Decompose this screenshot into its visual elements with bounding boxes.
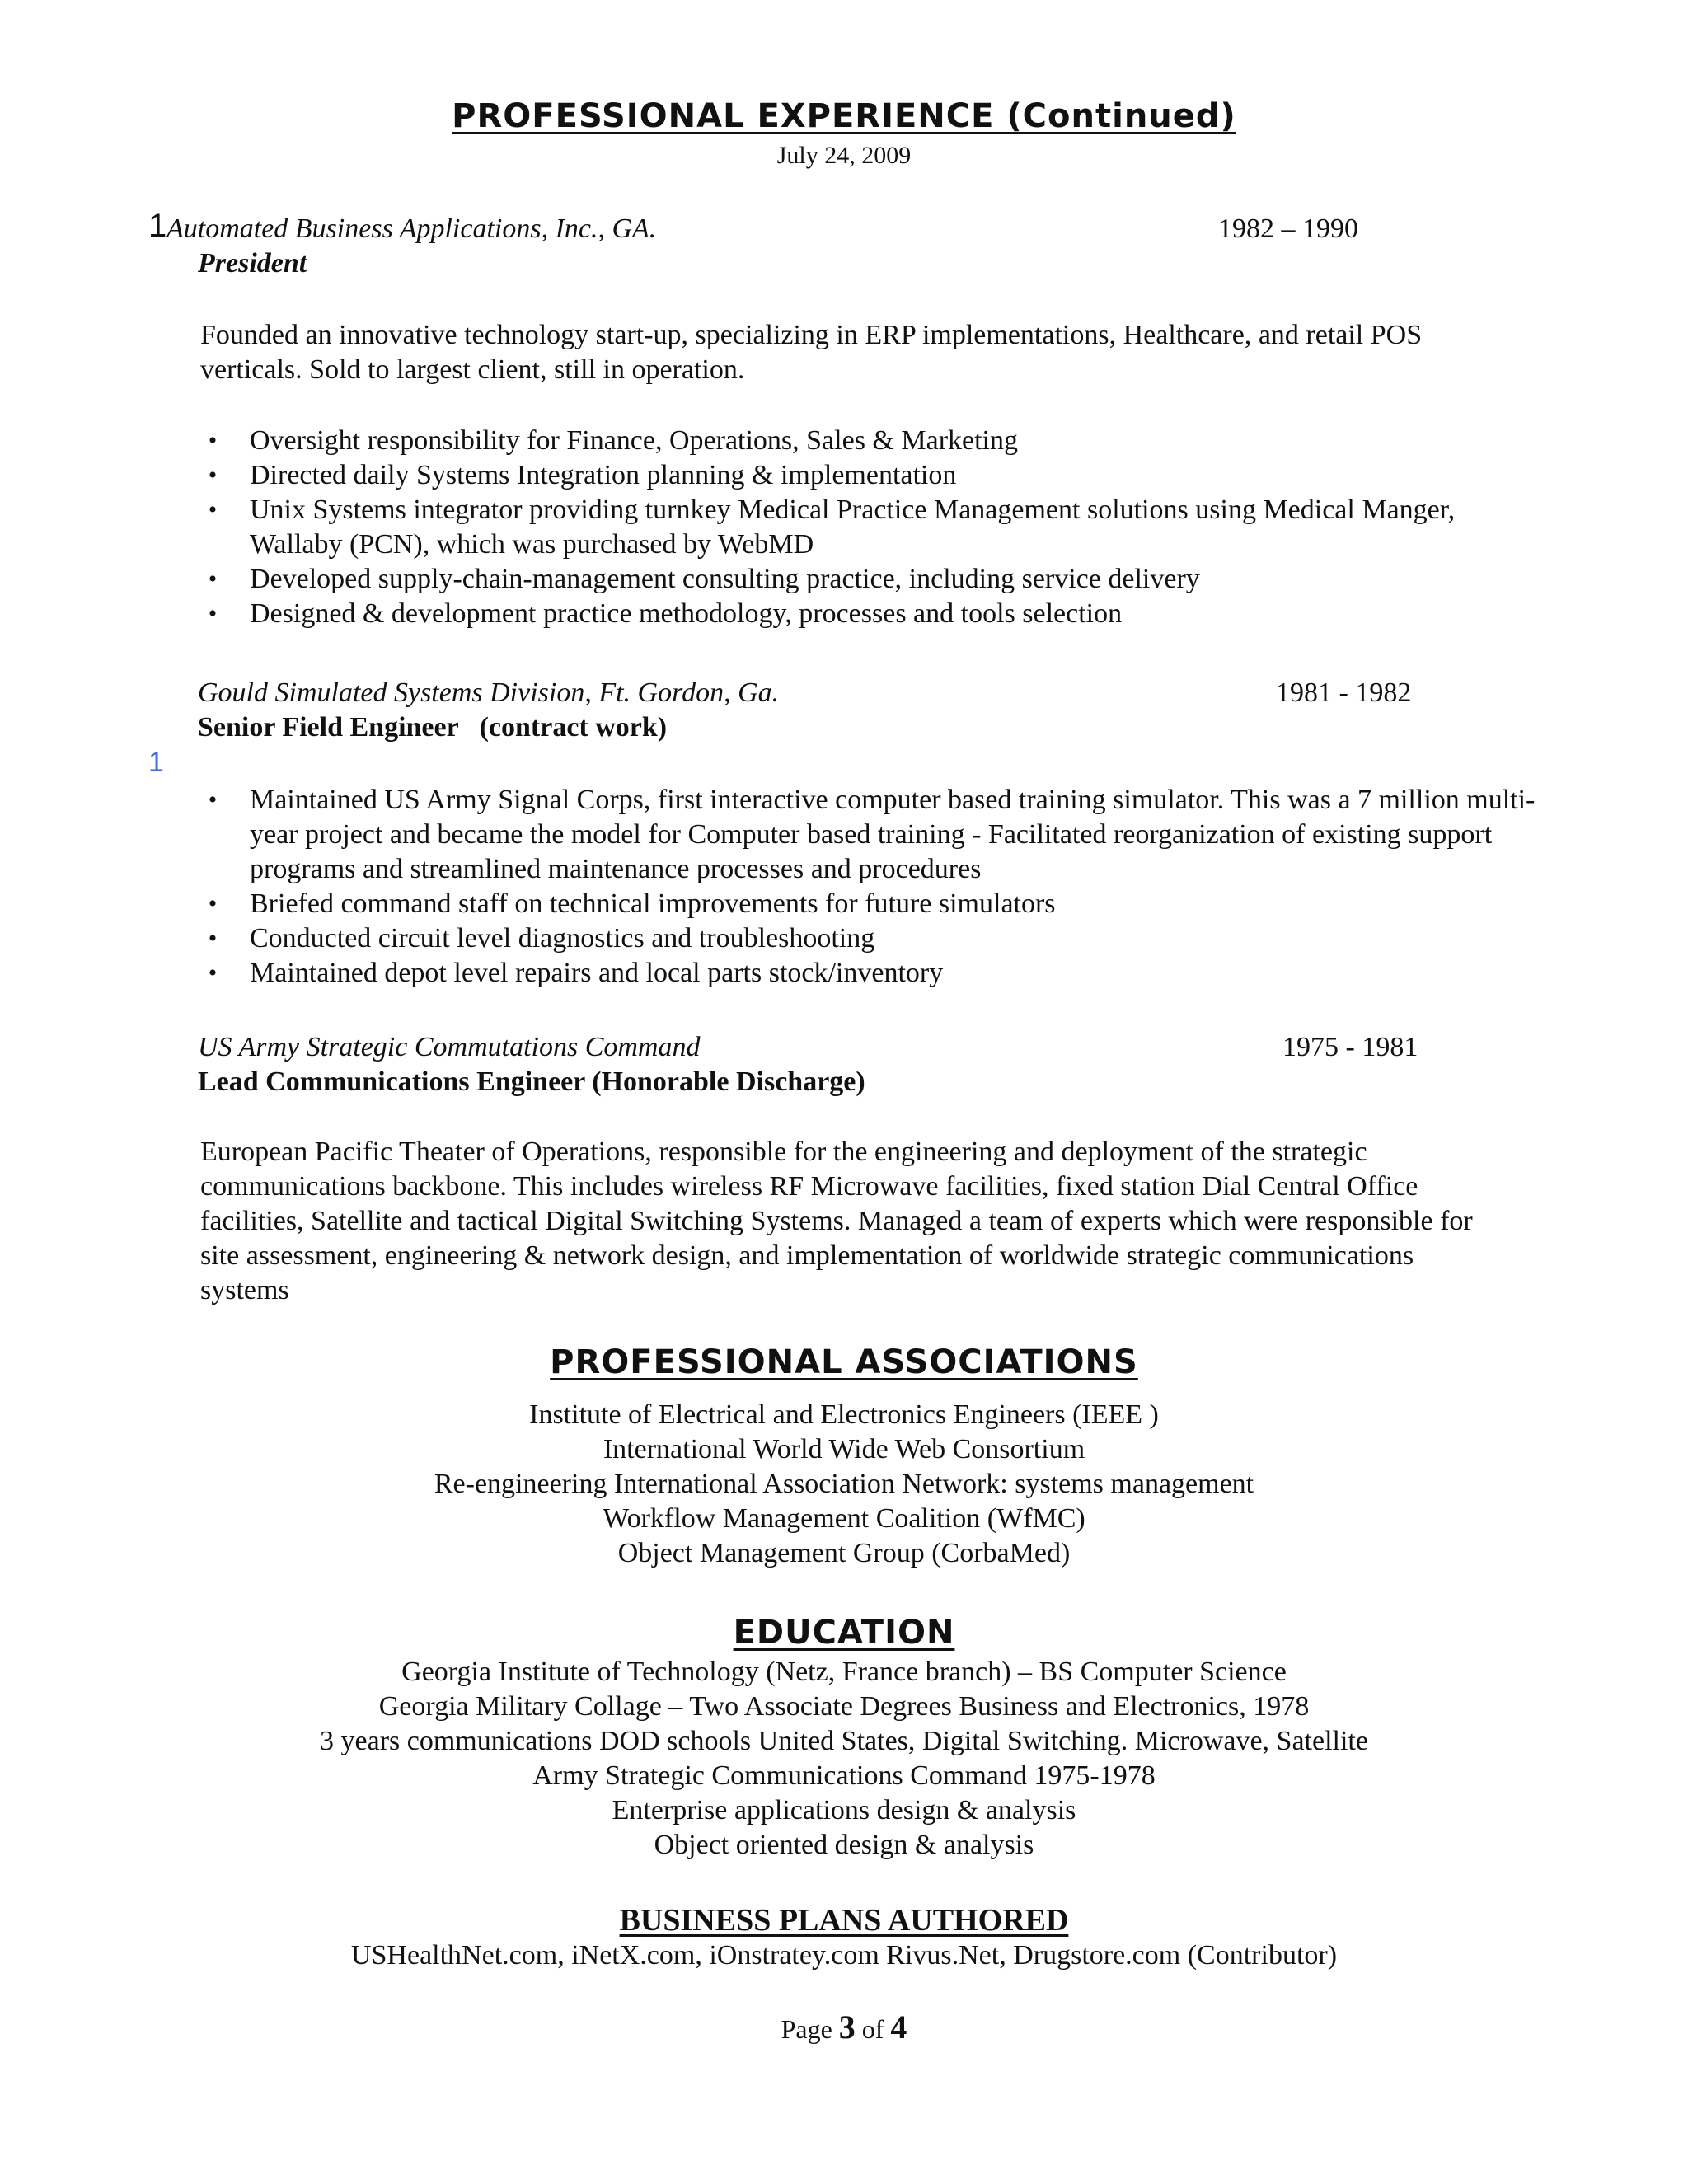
list-item: 3 years communications DOD schools United States, Digital Switching. Microwave, Satellite xyxy=(320,1726,1368,1756)
job-1-marker: 1 xyxy=(148,208,167,244)
document-date: July 24, 2009 xyxy=(776,142,912,169)
bullet-icon: • xyxy=(208,925,218,952)
job-1-role: President xyxy=(198,248,307,279)
list-item: • Directed daily Systems Integration planning & implementation xyxy=(200,458,1536,493)
section-title-associations: PROFESSIONAL ASSOCIATIONS xyxy=(550,1343,1138,1381)
job-3-summary: European Pacific Theater of Operations, responsible for the engineering and deployment of the strategic communications backbone. This includes wireless RF Microwave facilities, fixed station Dial Central Office facilities, Satellite and tactical Digital Switching Systems. Managed a team of experts which were responsible for site assessment, engineering & network design, and implementation of worldwide strategic communications systems xyxy=(200,1137,1473,1305)
list-item: Re-engineering International Association Network: systems management xyxy=(434,1469,1254,1499)
bullet-icon: • xyxy=(208,496,218,523)
bullet-icon: • xyxy=(208,890,218,917)
list-item: Object oriented design & analysis xyxy=(654,1830,1034,1860)
list-item: Georgia Military Collage – Two Associate Degrees Business and Electronics, 1978 xyxy=(378,1691,1310,1722)
list-item: • Developed supply-chain-management consulting practice, including service delivery xyxy=(200,562,1536,597)
job-1-summary: Founded an innovative technology start-up, specializing in ERP implementations, Healthcare, and retail POS verticals. Sold to largest client, still in operation. xyxy=(200,320,1423,385)
bullet-icon: • xyxy=(208,427,218,454)
job-2-marker: 1 xyxy=(148,747,164,778)
associations-list xyxy=(0,1398,1688,1571)
job-2-role: Senior Field Engineer (contract work) xyxy=(198,712,668,743)
list-item: • Maintained US Army Signal Corps, first interactive computer based training simulator. This was a 7 million multi-year project and became the model for Computer based training - Facilitated reorganization of existing support programs and streamlined maintenance processes and procedures xyxy=(200,783,1536,887)
section-title-education: EDUCATION xyxy=(733,1614,955,1652)
section-title-business-plans: BUSINESS PLANS AUTHORED xyxy=(619,1903,1069,1938)
job-2-company: Gould Simulated Systems Division, Ft. Gordon, Ga. xyxy=(198,677,780,708)
education-list xyxy=(0,1655,1688,1863)
list-item: • Designed & development practice methodology, processes and tools selection xyxy=(200,597,1536,631)
business-plans-text: USHealthNet.com, iNetX.com, iOnstratey.com Rivus.Net, Drugstore.com (Contributor) xyxy=(350,1940,1338,1971)
list-item: • Maintained depot level repairs and local parts stock/inventory xyxy=(200,956,1536,991)
job-3-company: US Army Strategic Commutations Command xyxy=(198,1032,701,1062)
job-2-dates: 1981 - 1982 xyxy=(1276,677,1412,708)
list-item: Workflow Management Coalition (WfMC) xyxy=(603,1503,1085,1534)
page-number: Page 3 of 4 xyxy=(781,2008,907,2046)
section-title-experience: PROFESSIONAL EXPERIENCE (Continued) xyxy=(452,97,1236,135)
list-item: Institute of Electrical and Electronics Engineers (IEEE ) xyxy=(529,1399,1159,1430)
bullet-icon: • xyxy=(208,786,218,813)
bullet-icon: • xyxy=(208,462,218,489)
list-item: • Briefed command staff on technical improvements for future simulators xyxy=(200,887,1536,921)
job-3-role: Lead Communications Engineer (Honorable Discharge) xyxy=(198,1066,865,1097)
bullet-icon: • xyxy=(208,565,218,593)
job-3-dates: 1975 - 1981 xyxy=(1282,1032,1418,1062)
job-2-bullets xyxy=(200,783,1536,991)
job-1-company: Automated Business Applications, Inc., GA. xyxy=(166,213,657,244)
list-item: Enterprise applications design & analysis xyxy=(612,1795,1076,1825)
list-item: Object Management Group (CorbaMed) xyxy=(617,1538,1071,1568)
job-1-bullets xyxy=(200,424,1536,631)
list-item: Georgia Institute of Technology (Netz, France branch) – BS Computer Science xyxy=(401,1657,1287,1687)
list-item: • Unix Systems integrator providing turnkey Medical Practice Management solutions using Medical Manger, Wallaby (PCN), which was purchased by WebMD xyxy=(200,493,1536,562)
bullet-icon: • xyxy=(208,959,218,987)
list-item: • Oversight responsibility for Finance, Operations, Sales & Marketing xyxy=(200,424,1536,458)
list-item: Army Strategic Communications Command 1975-1978 xyxy=(532,1760,1156,1791)
job-1-dates: 1982 – 1990 xyxy=(1218,213,1358,244)
list-item: International World Wide Web Consortium xyxy=(603,1434,1085,1465)
list-item: • Conducted circuit level diagnostics and troubleshooting xyxy=(200,921,1536,956)
bullet-icon: • xyxy=(208,600,218,627)
